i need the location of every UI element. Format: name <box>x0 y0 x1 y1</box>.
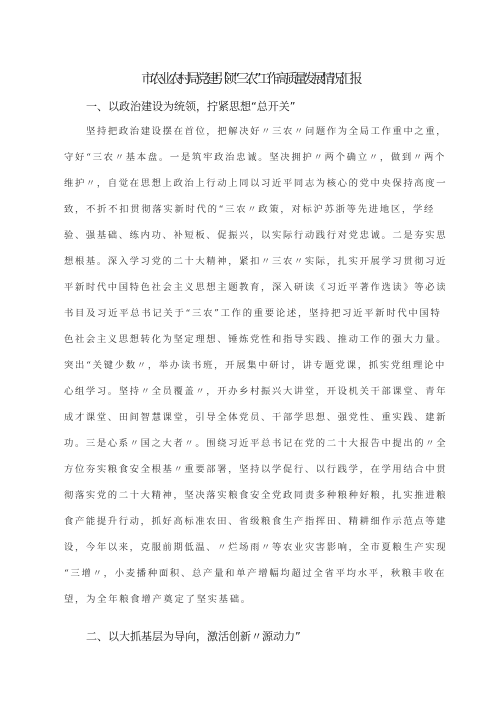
paragraph-line: “三增〃，小麦播种面积、总产量和单产增幅均超过全省平均水平，秋粮丰收在 <box>64 568 447 579</box>
paragraph-line: 想根基。深入学习党的二十大精神，紧扣〃三农〃实际，扎实开展学习贯彻习近 <box>64 256 448 267</box>
paragraph-line: 突出“关键少数〃，举办读书班，开展集中研讨，讲专题党课，抓实党组理论中 <box>64 360 447 371</box>
paragraph-line: 方位夯实粮食安全根基〃重要部署，坚持以学促行、以行践学，在学用结合中贯 <box>64 464 448 475</box>
paragraph-line: 平新时代中国特色社会主义思想主题教育，深入研读《习近平著作选读》等必读 <box>64 282 448 293</box>
paragraph-line: 守好“三农〃基本盘。一是筑牢政治忠诚。坚决拥护〃两个确立〃，做到〃两个 <box>64 152 447 163</box>
section-heading-2: 二、以大抓基层为导向，激活创新〃源动力” <box>86 630 301 643</box>
paragraph-line: 设，今年以来，克服前期低温、〃烂场雨〃等农业灾害影响，全市夏粮生产实现 <box>64 542 448 553</box>
paragraph-line: 致，不折不扣贯彻落实新时代的“三农〃政策，对标沪苏浙等先进地区，学经 <box>64 204 436 215</box>
paragraph-line: 书目及习近平总书记关于“三农”工作的重要论述，坚持把习近平新时代中国特 <box>64 308 442 319</box>
document-title: 市农业农村局党建引领“三农”工作高质量发展情况汇报 <box>141 72 359 87</box>
paragraph-line: 望，为全年粮食增产奠定了坚实基础。 <box>64 594 252 605</box>
paragraph-line: 彻落实党的二十大精神，坚决落实粮食安全党政同责多种粮种好粮，扎实推进粮 <box>64 490 448 501</box>
paragraph-line: 心组学习。坚持〃全员覆盖〃，开办乡村振兴大讲堂，开设机关干部课堂、青年 <box>64 386 448 397</box>
paragraph-line: 色社会主义思想转化为坚定理想、锤炼党性和指导实践、推动工作的强大力量。 <box>64 334 448 345</box>
paragraph-line: 坚持把政治建设摆在首位，把解决好〃三农〃问题作为全局工作重中之重， <box>86 126 448 137</box>
paragraph-line: 功。三是心系〃国之大者〃。围绕习近平总书记在党的二十大报告中提出的〃全 <box>64 438 448 449</box>
paragraph-line: 食产能提升行动，抓好高标准农田、省级粮食生产指挥田、精耕细作示范点等建 <box>64 516 448 527</box>
paragraph-line: 成才课堂、田间智慧课堂，引导全体党员、干部学思想、强党性、重实践、建新 <box>64 412 448 423</box>
paragraph-line: 维护〃，自觉在思想上政治上行动上同以习近平同志为核心的党中央保持高度一 <box>64 178 448 189</box>
section-heading-1: 一、以政治建设为统领，拧紧思想“总开关” <box>86 100 296 113</box>
paragraph-line: 验、强基础、练内功、补短板、促振兴，以实际行动践行对党忠诚。二是夯实思 <box>64 230 448 241</box>
